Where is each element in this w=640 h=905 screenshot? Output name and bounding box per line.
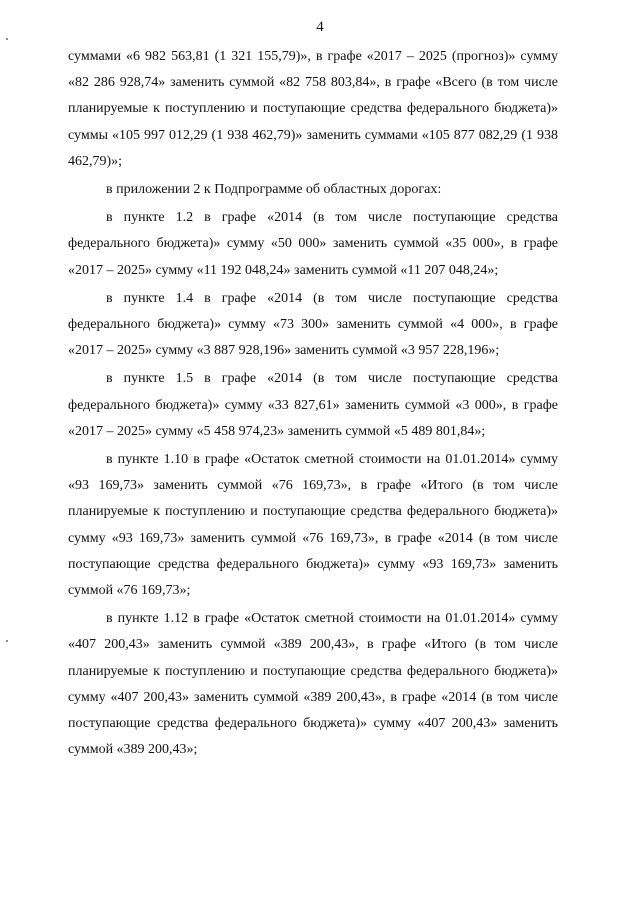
scan-speck: [6, 640, 8, 642]
paragraph-continuation: суммами «6 982 563,81 (1 321 155,79)», в графе «2017 – 2025 (прогноз)» сумму «82 286 928,74» заменить суммой «82 758 803,84», в графе «Всего (в том числе планируемые к поступлению и поступающие средства федерального бюджета)» суммы «105 997 012,29 (1 938 462,79)» заменить суммами «105 877 082,29 (1 938 462,79)»;: [68, 49, 558, 169]
page-number: 4: [316, 19, 324, 35]
scan-speck: [6, 38, 8, 40]
document-body: [68, 44, 558, 763]
paragraph-item-1-5: в пункте 1.5 в графе «2014 (в том числе поступающие средства федерального бюджета)» сумму «33 827,61» заменить суммой «3 000», в графе «2017 – 2025» сумму «5 458 974,23» заменить суммой «5 489 801,84»;: [68, 371, 558, 439]
paragraph-item-1-4: в пункте 1.4 в графе «2014 (в том числе поступающие средства федерального бюджета)» сумму «73 300» заменить суммой «4 000», в графе «2017 – 2025» сумму «3 887 928,196» заменить суммой «3 957 228,196»;: [68, 290, 558, 359]
paragraph-appendix-2-intro: в приложении 2 к Подпрограмме об областных дорогах:: [106, 182, 442, 198]
paragraph-item-1-12: в пункте 1.12 в графе «Остаток сметной стоимости на 01.01.2014» сумму «407 200,43» заменить суммой «389 200,43», в графе «Итого (в том числе планируемые к поступлению и поступающие средства федерального бюджета)» сумму «407 200,43» заменить суммой «389 200,43», в графе «2014 (в том числе поступающие средства федерального бюджета)» сумму «407 200,43» заменить суммой «389 200,43»;: [68, 611, 558, 758]
paragraph-item-1-2: в пункте 1.2 в графе «2014 (в том числе поступающие средства федерального бюджета)» сумму «50 000» заменить суммой «35 000», в графе «2017 – 2025» сумму «11 192 048,24» заменить суммой «11 207 048,24»;: [68, 210, 558, 278]
paragraph-item-1-10: в пункте 1.10 в графе «Остаток сметной стоимости на 01.01.2014» сумму «93 169,73» заменить суммой «76 169,73», в графе «Итого (в том числе планируемые к поступлению и поступающие средства федерального бюджета)» сумму «93 169,73» заменить суммой «76 169,73», в графе «2014 (в том числе поступающие средства федерального бюджета)» сумму «93 169,73» заменить суммой «76 169,73»;: [68, 452, 558, 599]
